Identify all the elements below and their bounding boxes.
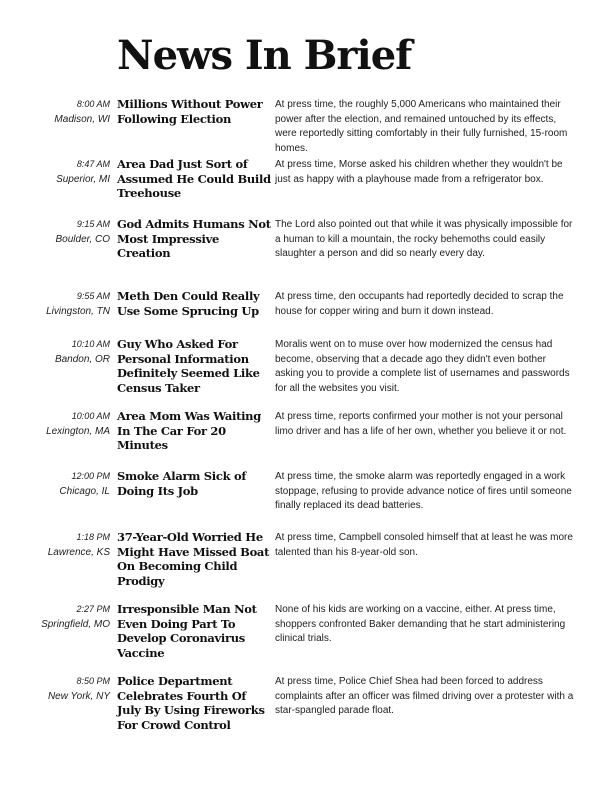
entry-time: 8:50 PM xyxy=(76,676,110,686)
entry-location: Springfield, MO xyxy=(41,619,110,630)
entry-time: 8:47 AM xyxy=(76,159,110,169)
entry-meta xyxy=(20,157,110,187)
entry-body: At press time, den occupants had reportedly decided to scrap the house for copper wiring and burn it down instead. xyxy=(275,291,564,317)
entry-headline: Millions Without Power Following Election xyxy=(117,97,263,126)
page-title: News In Brief xyxy=(117,32,412,79)
entry-meta xyxy=(20,97,110,127)
entry-headline: Meth Den Could Really Use Some Sprucing Up xyxy=(117,289,260,318)
entry-body: Moralis went on to muse over how modernized the census had become, observing that a decade ago they didn't even bother asking you to provide a complete list of usernames and passwords for all the websites you visit. xyxy=(275,339,570,394)
entry-headline: Guy Who Asked For Personal Information Definitely Seemed Like Census Taker xyxy=(117,337,260,395)
entry-time: 10:00 AM xyxy=(71,411,110,421)
entry-time: 9:55 AM xyxy=(76,291,110,301)
entry-location: Livingston, TN xyxy=(46,306,110,317)
entry-body: None of his kids are working on a vaccine, either. At press time, shoppers confronted Baker demanding that he start administering clinical trials. xyxy=(275,604,566,644)
entry-headline: God Admits Humans Not Most Impressive Creation xyxy=(117,217,271,260)
entry-time: 10:10 AM xyxy=(71,339,110,349)
entry-body: At press time, reports confirmed your mother is not your personal limo driver and has a life of her own, whether you believe it or not. xyxy=(275,411,567,437)
entry-location: Chicago, IL xyxy=(59,486,110,497)
entry-meta xyxy=(20,289,110,319)
entry-body: At press time, Campbell consoled himself that at least he was more talented than his 8-year-old son. xyxy=(275,532,573,558)
entry-headline: Area Mom Was Waiting In The Car For 20 Minutes xyxy=(117,409,261,452)
entry-location: Boulder, CO xyxy=(55,234,110,245)
entry-time: 1:18 PM xyxy=(76,532,110,542)
entry-meta xyxy=(20,674,110,704)
entry-headline: Police Department Celebrates Fourth Of July By Using Fireworks For Crowd Control xyxy=(117,674,265,732)
entry-meta xyxy=(20,337,110,367)
entry-meta xyxy=(20,409,110,439)
entry-location: Bandon, OR xyxy=(54,354,110,365)
entry-body: The Lord also pointed out that while it was physically impossible for a human to kill a mountain, the rocky behemoths could easily slaughter a person and did so nearly every day. xyxy=(275,219,573,259)
entry-meta xyxy=(20,530,110,560)
entry-meta xyxy=(20,217,110,247)
entry-meta xyxy=(20,469,110,499)
entry-headline: 37-Year-Old Worried He Might Have Missed Boat On Becoming Child Prodigy xyxy=(117,530,270,588)
entry-time: 8:00 AM xyxy=(76,99,110,109)
entry-headline: Smoke Alarm Sick of Doing Its Job xyxy=(117,469,246,498)
entry-location: Madison, WI xyxy=(54,114,110,125)
entry-location: Lawrence, KS xyxy=(47,547,110,558)
entry-headline: Irresponsible Man Not Even Doing Part To Develop Coronavirus Vaccine xyxy=(117,602,257,660)
entry-body: At press time, the smoke alarm was reportedly engaged in a work stoppage, refusing to provide advance notice of fires until someone finally replaced its dead batteries. xyxy=(275,471,572,511)
entry-location: Superior, MI xyxy=(56,174,110,185)
entry-location: Lexington, MA xyxy=(46,426,110,437)
entry-time: 9:15 AM xyxy=(76,219,110,229)
entry-headline: Area Dad Just Sort of Assumed He Could Build Treehouse xyxy=(117,157,271,200)
entry-meta xyxy=(20,602,110,632)
entry-body: At press time, Police Chief Shea had been forced to address complaints after an officer was filmed driving over a protester with a star-spangled parade float. xyxy=(275,676,574,716)
entry-body: At press time, the roughly 5,000 Americans who maintained their power after the election, and remained untouched by its effects, were reportedly sitting comfortably in their fully furnished, 15-room homes. xyxy=(275,99,568,154)
entry-time: 12:00 PM xyxy=(71,471,110,481)
entry-body: At press time, Morse asked his children whether they wouldn't be just as happy with a playhouse made from a refrigerator box. xyxy=(275,159,563,185)
entry-location: New York, NY xyxy=(47,691,110,702)
entry-time: 2:27 PM xyxy=(76,604,110,614)
